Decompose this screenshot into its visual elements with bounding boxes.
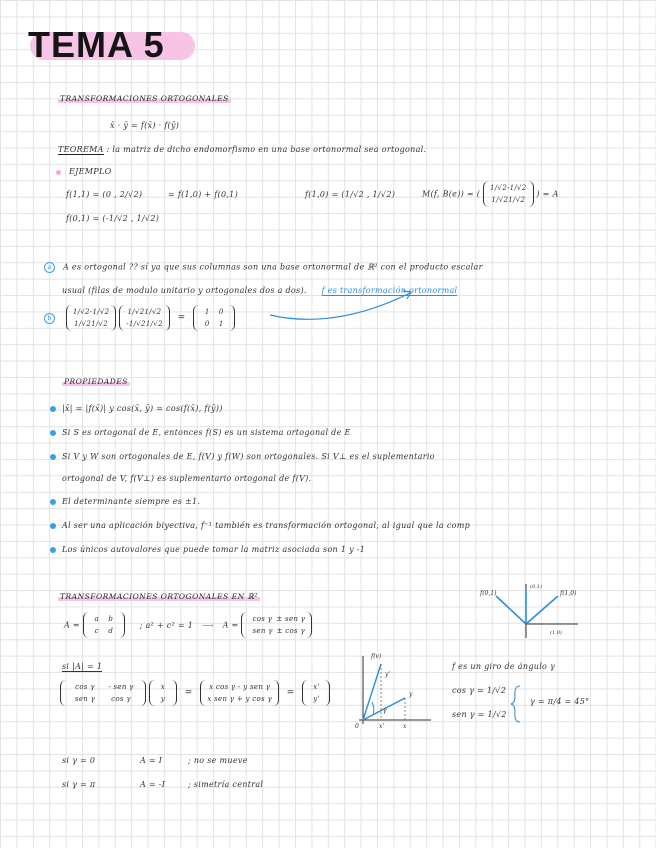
ejemplo-matrix-end: ) = A <box>536 189 559 199</box>
si-det-label: si |A| = 1 <box>62 662 103 671</box>
matrix-cell: 1/√2 <box>491 196 509 204</box>
matrix-cell: -1/√2 <box>126 320 146 328</box>
label-fv: f(v) <box>371 653 382 660</box>
matrix-cell: x cos γ - y sen γ <box>209 683 271 691</box>
teorema-text: : la matriz de dicho endomorfismo en una base ortonormal sea ortogonal. <box>106 145 427 154</box>
rot-equals: = <box>184 688 193 698</box>
property-text: Si V y W son ortogonales de E, f(V) y f(W) son ortogonales. Si V⊥ es el suplementario <box>62 452 435 461</box>
ejemplo-matrix <box>483 181 534 207</box>
b-matrix-1 <box>66 305 117 331</box>
point-a-line1 <box>44 262 483 273</box>
matrix-cell: b <box>108 615 114 623</box>
section-heading-propiedades: PROPIEDADES <box>64 377 128 386</box>
case-gamma-pi-a: A = -I <box>140 780 166 789</box>
matrix-cell: 1/√2 <box>490 184 507 192</box>
orthogonal-formula: x̄ · ȳ = f(x̄) · f(ȳ) <box>110 121 180 130</box>
property-item-continuation: ortogonal de V, f(V⊥) es suplementario ortogonal de f(V). <box>62 474 312 483</box>
circle-a-icon: a <box>44 262 55 273</box>
giro-line2: cos γ = 1/√2 <box>452 686 507 695</box>
matrix-cell: 1/√2 <box>72 308 90 316</box>
prime-vector <box>302 680 330 706</box>
property-text: Al ser una aplicación biyectiva, f⁻¹ también es transformación ortogonal, al igual que la comp <box>62 521 471 530</box>
matrix-cell: ± sen γ <box>276 615 306 623</box>
rotation-equation <box>60 680 330 706</box>
matrix-cell: 1/√2 <box>508 196 526 204</box>
matrix-cell: 1/√2 <box>145 320 163 328</box>
point-a-text2: usual (filas de modulo unitario y ortogonales dos a dos). <box>62 286 307 295</box>
property-item <box>50 404 223 413</box>
b-equals: = <box>177 313 186 323</box>
bullet-icon <box>50 454 56 460</box>
matrix-cell: cos γ <box>111 695 131 703</box>
a-rotation-matrix <box>241 612 312 638</box>
matrix-cell: -1/√2 <box>89 308 110 316</box>
ejemplo-eq: = f(1,0) + f(0,1) <box>168 190 238 199</box>
property-text: El determinante siempre es ±1. <box>62 497 201 506</box>
brace-icon <box>510 684 522 724</box>
matrix-cell: 0 <box>204 320 210 328</box>
matrix-cell: 1 <box>218 320 224 328</box>
matrix-cell: 1/√2 <box>144 308 162 316</box>
matrix-cell: ± cos γ <box>276 627 305 635</box>
point-b-line <box>44 305 235 331</box>
giro-angle: γ = π/4 = 45° <box>530 697 590 706</box>
bullet-icon <box>50 547 56 553</box>
a-definition-line <box>64 612 312 638</box>
pink-bullet-icon <box>56 170 61 175</box>
bullet-icon <box>50 430 56 436</box>
matrix-cell: 1/√2 <box>91 320 109 328</box>
page-title: TEMA 5 <box>28 24 165 65</box>
b-matrix-identity <box>193 305 235 331</box>
vector-rotation-diagram <box>355 650 435 730</box>
title-block <box>28 24 165 66</box>
case-gamma-pi-si: si γ = π <box>62 780 96 789</box>
a-def-label: A = <box>64 620 80 630</box>
property-item <box>50 521 470 530</box>
b-matrix-2 <box>119 305 170 331</box>
matrix-cell: cos γ <box>75 683 95 691</box>
ejemplo-f10: f(1,0) = (1/√2 , 1/√2) <box>305 190 396 199</box>
point-a-text1: A es ortogonal ?? sí ya que sus columnas son una base ortonormal de ℝ² con el producto escalar <box>63 262 483 272</box>
basis-rotation-diagram <box>478 580 588 640</box>
blue-curved-arrow <box>265 285 425 325</box>
rot-equals-2: = <box>286 688 295 698</box>
matrix-cell: 0 <box>218 308 224 316</box>
bullet-icon <box>50 523 56 529</box>
case-gamma-0-a: A = I <box>140 756 163 765</box>
label-gamma: γ <box>383 707 387 714</box>
giro-line1: f es un giro de ángulo γ <box>452 662 556 671</box>
label-y: y <box>409 691 413 698</box>
ejemplo-f01: f(0,1) = (-1/√2 , 1/√2) <box>66 214 160 223</box>
case-gamma-pi-desc: ; simetría central <box>188 780 264 789</box>
teorema-line <box>58 145 426 154</box>
case-gamma-0-desc: ; no se mueve <box>188 756 248 765</box>
teorema-label: TEOREMA <box>58 145 104 154</box>
a-general-matrix <box>83 612 125 638</box>
label-origin: 0 <box>355 723 359 730</box>
label-yprime: y' <box>385 671 391 678</box>
ejemplo-matrix-label: M(f, B(e)) = ( <box>422 189 481 199</box>
matrix-cell: c <box>94 627 99 635</box>
matrix-cell: -1/√2 <box>506 184 527 192</box>
ejemplo-matrix-block <box>422 181 559 207</box>
property-text: Si S es ortogonal de E, entonces f(S) es un sistema ortogonal de E <box>62 428 351 437</box>
rot-result <box>200 680 279 706</box>
label-f10: f(1,0) <box>560 590 577 597</box>
property-item <box>50 428 351 437</box>
matrix-cell: y <box>160 695 165 703</box>
case-gamma-0-si: si γ = 0 <box>62 756 96 765</box>
section-heading-r2: TRANSFORMACIONES ORTOGONALES EN ℝ² <box>60 592 258 601</box>
matrix-cell: sen γ <box>252 627 273 635</box>
label-xprime: x' <box>379 723 385 730</box>
circle-b-icon: b <box>44 313 55 324</box>
point-a-blue: f es transformación ortonormal <box>321 286 458 295</box>
rot-matrix <box>60 680 146 706</box>
bullet-icon <box>50 499 56 505</box>
matrix-cell: 1/√2 <box>74 320 92 328</box>
matrix-cell: sen γ <box>74 695 96 703</box>
giro-line3: sen γ = 1/√2 <box>452 710 507 719</box>
matrix-cell: 1/√2 <box>127 308 145 316</box>
label-x: x <box>403 723 407 730</box>
property-text: |x̄| = |f(x̄)| y cos(x̄, ȳ) = cos(f(x̄), f(ȳ)) <box>62 404 223 413</box>
matrix-cell: cos γ <box>252 615 273 623</box>
property-item <box>50 452 435 461</box>
label-10: (1,0) <box>550 630 562 636</box>
label-f01: f(0,1) <box>480 590 497 597</box>
matrix-cell: a <box>94 615 100 623</box>
ejemplo-line <box>56 167 111 176</box>
property-item <box>50 497 200 506</box>
bullet-icon <box>50 406 56 412</box>
xy-vector <box>149 680 177 706</box>
matrix-cell: x' <box>313 683 320 691</box>
matrix-cell: y' <box>313 695 320 703</box>
ejemplo-label: EJEMPLO <box>69 167 112 176</box>
a-def2-label: A = <box>222 620 239 630</box>
property-text: Los únicos autovalores que puede tomar la matriz asociada son 1 y -1 <box>62 545 366 554</box>
matrix-cell: - sen γ <box>108 683 134 691</box>
property-item <box>50 545 365 554</box>
matrix-cell: x sen γ + y cos γ <box>207 695 272 703</box>
arrow-right-icon: ⟶ <box>201 620 214 630</box>
ejemplo-f11: f(1,1) = (0 , 2/√2) <box>66 190 143 199</box>
matrix-cell: x <box>160 683 165 691</box>
a-condition: ; a² + c² = 1 <box>139 620 194 630</box>
matrix-cell: d <box>108 627 114 635</box>
label-01: (0,1) <box>530 584 542 590</box>
matrix-cell: 1 <box>204 308 210 316</box>
section-heading-transformaciones: TRANSFORMACIONES ORTOGONALES <box>60 94 229 103</box>
